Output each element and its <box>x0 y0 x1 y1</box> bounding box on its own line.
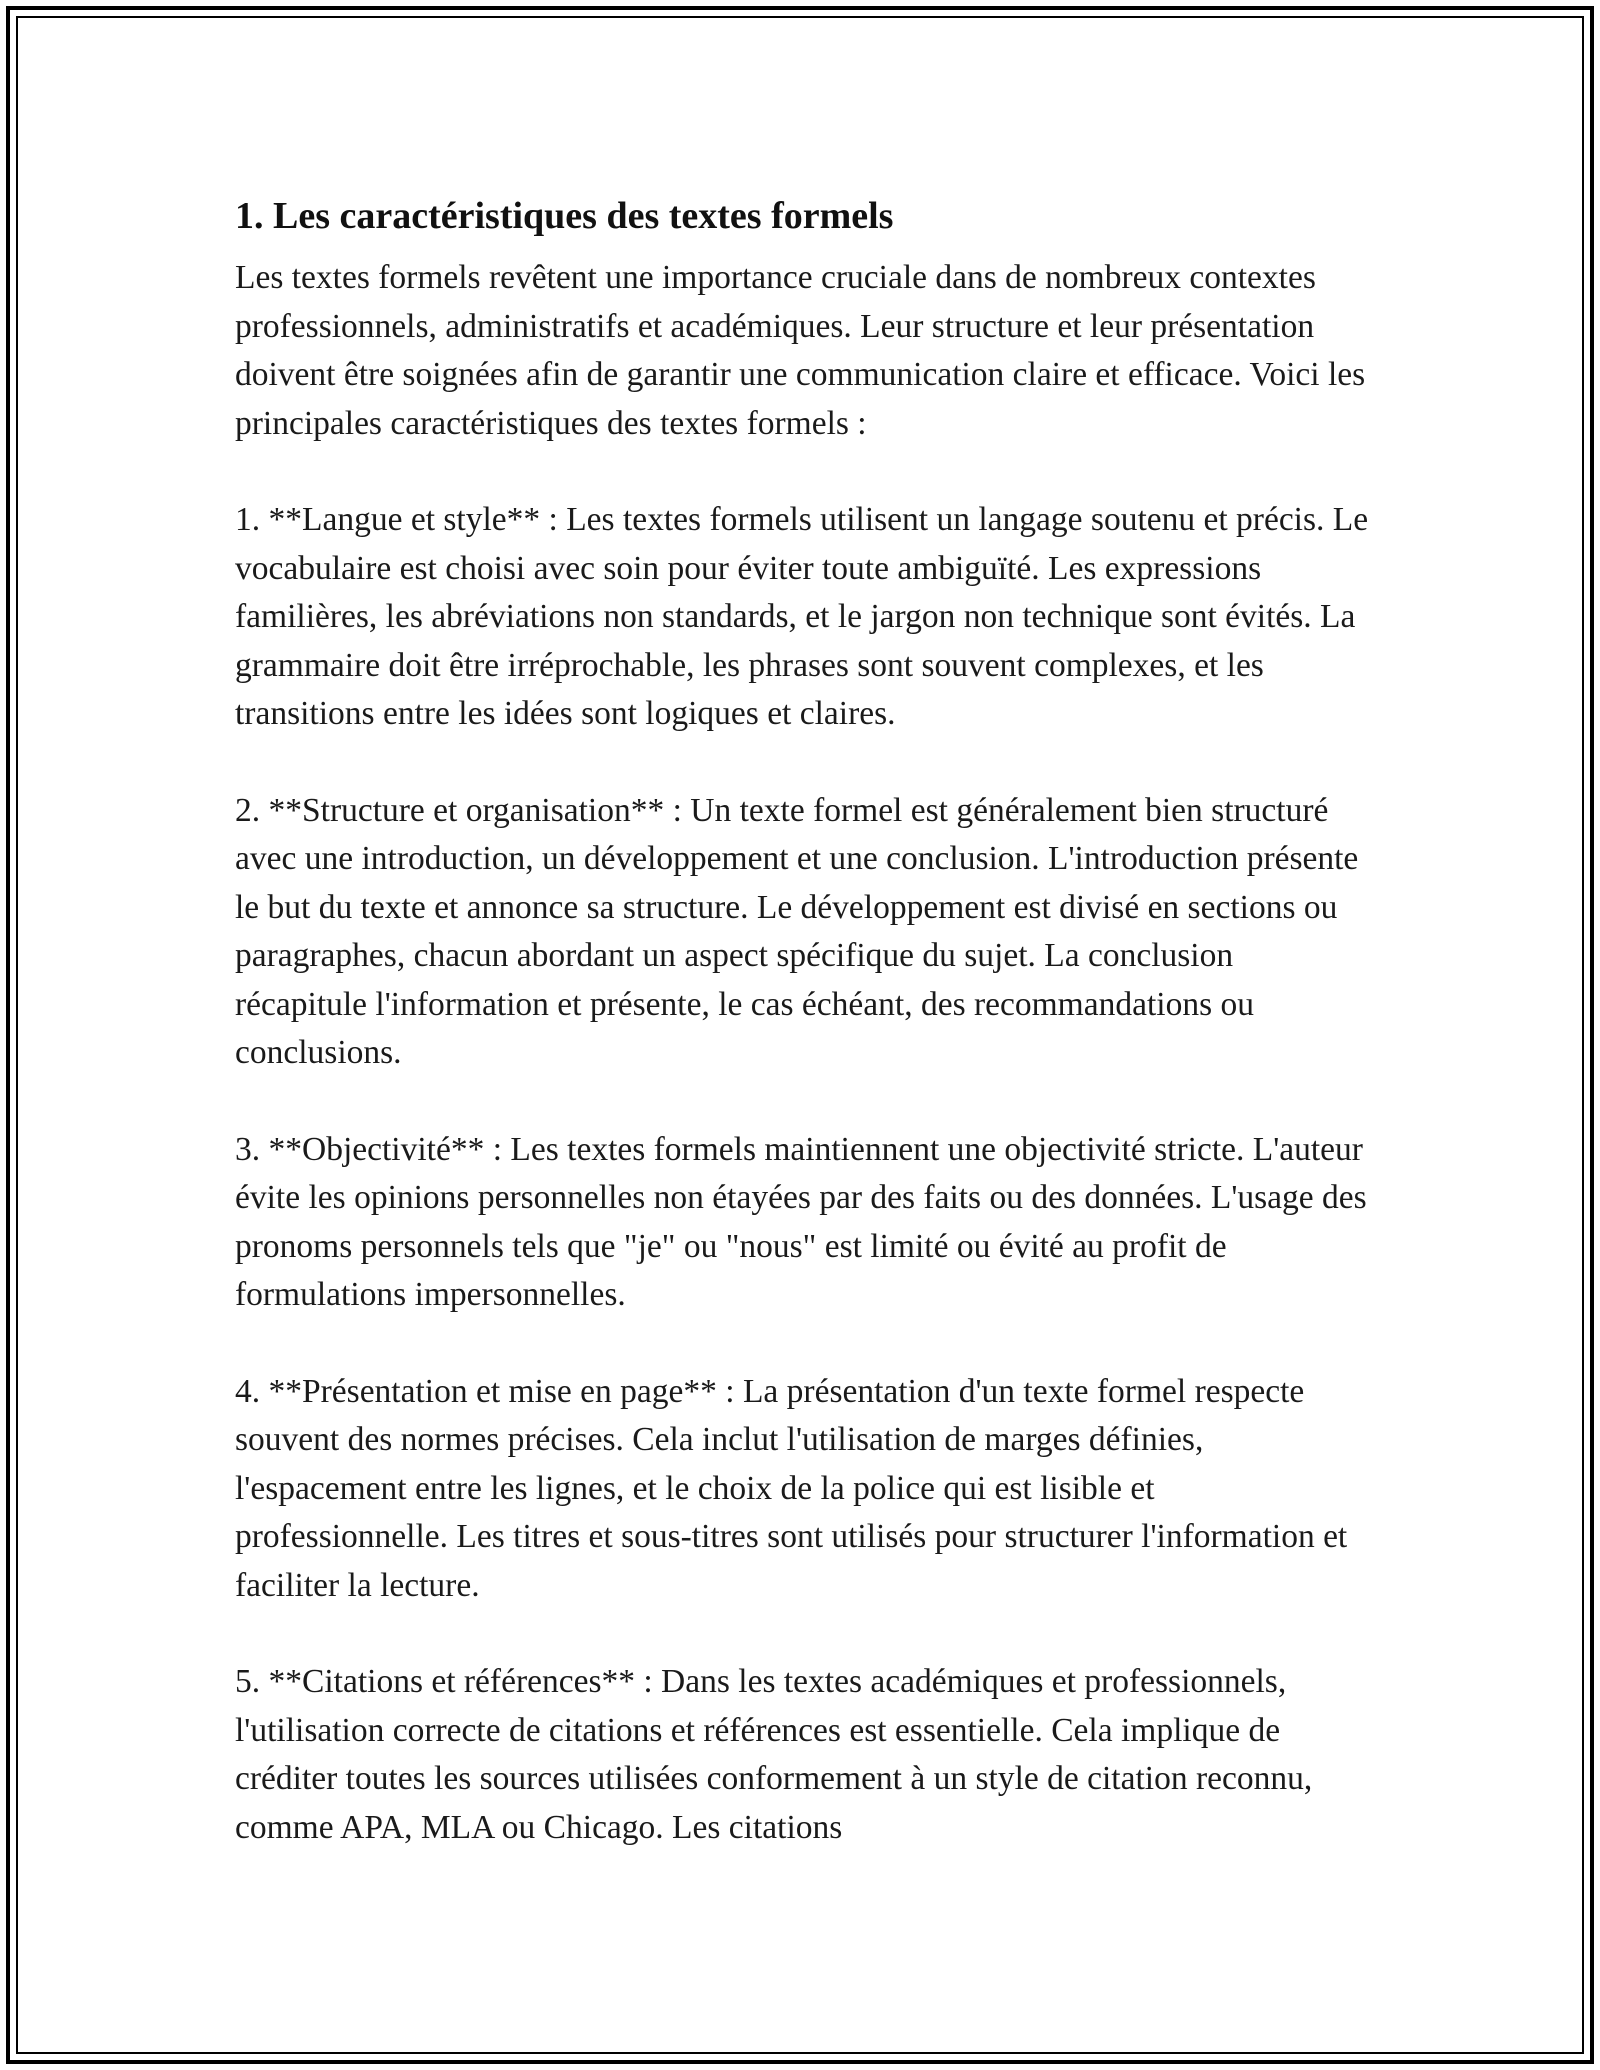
intro-paragraph: Les textes formels revêtent une importance cruciale dans de nombreux contextes professionnels, administratifs et académiques. Leur structure et leur présentation doivent être soignées afin de garantir une communication claire et efficace. Voici les principales caractéristiques des textes formels : <box>235 259 1366 442</box>
document-body <box>235 190 1370 1900</box>
paragraph-objectivite: 3. **Objectivité** : Les textes formels maintiennent une objectivité stricte. L'auteur évite les opinions personnelles non étayées par des faits ou des données. L'usage des pronoms personnels tels que "je" ou "nous" est limité ou évité au profit de formulations impersonnelles. <box>235 1130 1367 1313</box>
paragraph-citations: 5. **Citations et références** : Dans les textes académiques et professionnels, l'utilisation correcte de citations et références est essentielle. Cela implique de créditer toutes les sources utilisées conformement à un style de citation reconnu, comme APA, MLA ou Chicago. Les citations <box>235 1663 1313 1846</box>
paragraph-structure-organisation: 2. **Structure et organisation** : Un texte formel est généralement bien structuré avec une introduction, un développement et une conclusion. L'introduction présente le but du texte et annonce sa structure. Le développement est divisé en sections ou paragraphes, chacun abordant un aspect spécifique du sujet. La conclusion récapitule l'information et présente, le cas échéant, des recommandations ou conclusions. <box>235 791 1359 1071</box>
section-heading: 1. Les caractéristiques des textes formels <box>235 195 894 237</box>
paragraph-presentation: 4. **Présentation et mise en page** : La présentation d'un texte formel respecte souvent des normes précises. Cela inclut l'utilisation de marges définies, l'espacement entre les lignes, et le choix de la police qui est lisible et professionnelle. Les titres et sous-titres sont utilisés pour structurer l'information et faciliter la lecture. <box>235 1372 1348 1604</box>
paragraph-langue-style: 1. **Langue et style** : Les textes formels utilisent un langage soutenu et précis. Le vocabulaire est choisi avec soin pour éviter toute ambiguïté. Les expressions familières, les abréviations non standards, et le jargon non technique sont évités. La grammaire doit être irréprochable, les phrases sont souvent complexes, et les transitions entre les idées sont logiques et claires. <box>235 501 1369 732</box>
